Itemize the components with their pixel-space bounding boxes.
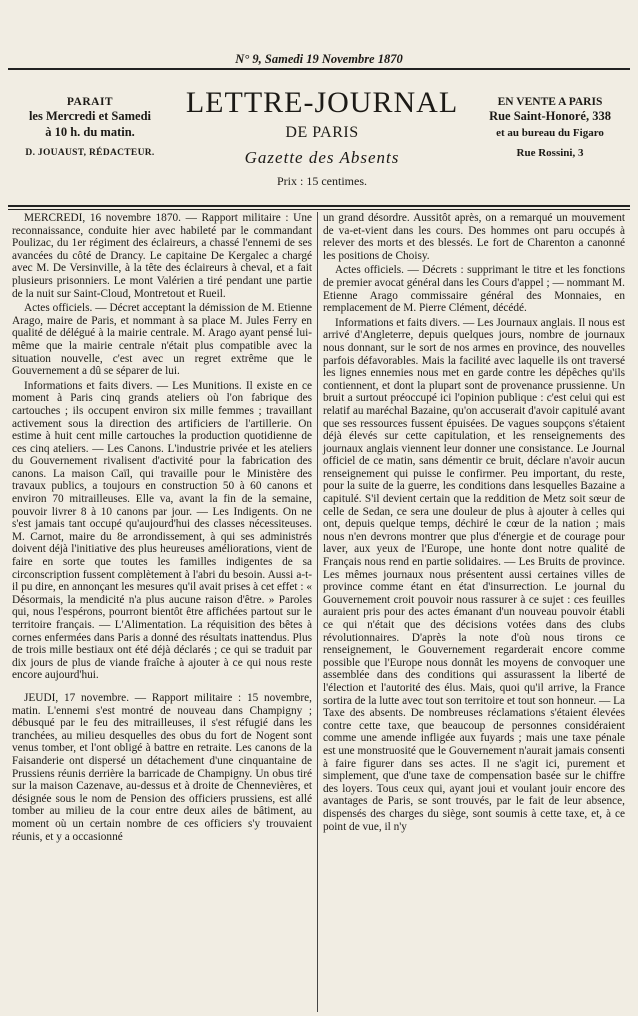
sales-line-2: Rue Saint-Honoré, 338 [489,109,611,123]
article-paragraph: Informations et faits divers. — Les Munitions. Il existe en ce moment à Paris cinq grands ateliers où l'on fabrique des cartouches ; ils occupent environ six mille femmes ; travaillant activement sous la direction des artificiers de l'artillerie. On estime à huit cent mille cartouches la production quotidienne de ces cinq ateliers. — Les Canons. L'industrie privée et les ateliers du Gouvernement rivalisent d'activité pour la fabrication des canons. La maison Caïl, qui travaille pour le Ministère des travaux publics, a toujours en construction 50 à 60 canons et environ 70 mitrailleuses. Elle va, avant la fin de la semaine, pouvoir livrer 8 à 10 canons par jour. — Les Indigents. On ne s'est jamais tant occupé qu'aujourd'hui des classes nécessiteuses. M. Carnot, maire du 8e arrondissement, à qui ses administrés doivent déjà l'initiative des plus heureuses améliorations, vient de faire en sorte que toutes les familles indigentes de sa circonscription fussent complètement à l'abri du besoin. Aussi a-t-il pu dire, en annonçant les mesures qu'il avait prises à cet effet : « Désormais, la mendicité n'a plus aucune raison d'être. » Paroles qui, nous l'espérons, pourront bientôt être affichées partout sur le territoire français. — L'Alimentation. La réquisition des bêtes à cornes enfermées dans Paris a donné des résultats inattendus. Plus de trois mille bestiaux ont été déjà déclarés ; ce qui se traduit par dix jours de plus de viande fraîche à ajouter à ce qui nous reste encore aujourd'hui. [12,379,312,682]
article-paragraph: Informations et faits divers. — Les Journaux anglais. Il nous est arrivé d'Angleterre, depuis quelques jours, nombre de journaux nous donnant, sur le sort de nos armes en province, des nouvelles parfois défavorables. Mais la facilité avec laquelle ils ont traversé les lignes ennemies nous met en garde contre les dépêches qu'ils contiennent, et dont la plupart sont de provenance prussienne. Un bruit a surtout préoccupé ici l'opinion publique : c'est celui qui est relatif au maréchal Bazaine, qu'on accuserait d'avoir capitulé avant que ses ressources fussent épuisées. De vagues soupçons s'étaient déjà élevés sur cette capitulation, et les renseignements des journaux anglais viennent leur donner une consistance. Le Journal officiel de ce matin, sans démentir ce bruit, déclare n'avoir aucun renseignement qui puisse le confirmer. Peu important, du reste, pour la suite de la guerre, les conditions dans lesquelles Bazaine a capitulé. S'il devient certain que la reddition de Metz soit sœur de celle de Sedan, ce sera une douleur de plus à ajouter à celles qui ont, depuis quelque temps, déchiré le cœur de la nation ; mais nous n'en devrons montrer que plus d'énergie et de courage pour laver, aux yeux de l'Europe, une honte dont notre qualité de Français nous rend en partie solidaires. — Les Bruits de province. Les mêmes journaux nous présentent aussi certaines villes de province comme étant en état d'insurrection. Le journal du Gouvernement croit pouvoir nous rassurer à ce sujet : ces feuilles auraient pris pour des actes émanant d'un nouveau pouvoir établi ce qui n'était que des décisions votées dans des clubs révolutionnaires. D'après la note d'où nous tirons ce renseignement, le Gouvernement regarderait encore comme possible que l'Europe nous donnât les moyens de convoquer une assemblée dans des conditions qui assurassent la liberté de l'élection et l'autorité des élus. Mais, quoi qu'il arrive, la France sortira de la lutte avec tout son territoire et tout son honneur. — La Taxe des absents. De nombreuses réclamations s'étaient élevées contre cette taxe, que beaucoup de personnes considéraient comme une amende infligée aux fuyards ; mais une taxe pénale est une monstruosité que le Gouvernement n'aurait jamais consenti à faire figurer dans ses actes. Il ne s'agit ici, purement et simplement, que d'une taxe de compensation basée sur le chiffre des loyers. Tous ceux qui, ayant joui et voulant jouir encore des avantages de Paris, se sont trouvés, par le fait de leur absence, dispensés des charges du siège, sont soumis à cette taxe, et, à ce point de vue, il n'y [323,316,625,833]
left-column [12,212,312,845]
editor-line: D. JOUAUST, RÉDACTEUR. [25,148,155,158]
article-paragraph: MERCREDI, 16 novembre 1870. — Rapport militaire : Une reconnaissance, conduite hier avec habileté par le commandant Poulizac, du 1er régiment des éclaireurs, a chassé l'ennemi de ses avancées du côté de Drancy. Le capitaine De Kergalec a chargé avec M. De Versinville, à la tête des éclaireurs à cheval, et a fait plusieurs prisonniers. Le mont Valérien a tiré pendant une partie de la nuit sur Saint-Cloud, Montretout et Rueil. [12,212,312,300]
issue-line: N° 9, Samedi 19 Novembre 1870 [235,52,403,66]
sales-location-box [470,96,630,159]
schedule-line-3: à 10 h. du matin. [45,125,135,139]
schedule-line-1: PARAIT [66,96,114,108]
article-paragraph: Actes officiels. — Décret acceptant la démission de M. Etienne Arago, maire de Paris, et nommant à sa place M. Jules Ferry en qualité de délégué à la mairie centrale. M. Arago ayant pensé lui-même que la mairie centrale n'était plus compatible avec la situation nouvelle, c'est avec un regret extrême que le Gouvernement a dû se séparer de lui. [12,302,312,378]
article-paragraph: un grand désordre. Aussitôt après, on a remarqué un mouvement de va-et-vient dans les cours. Des hommes ont paru occupés à relever des morts et des blessés. Le fort de Charenton a canonné les positions de Choisy. [323,212,625,262]
sales-line-4: Rue Rossini, 3 [516,147,584,159]
right-column [323,212,625,835]
masthead-subtitle: DE PARIS [285,124,359,141]
masthead [172,88,472,189]
masthead-price: Prix : 15 centimes. [277,174,367,188]
article-paragraph: JEUDI, 17 novembre. — Rapport militaire : 15 novembre, matin. L'ennemi s'est montré de nouveau dans Champigny ; débusqué par le feu des mitrailleuses, il s'est réfugié dans les tranchées, au milieu desquelles des obus du fort de Nogent sont venus tomber, et l'ont obligé à battre en retraite. Les canons de la Faisanderie ont dispersé un détachement d'une cinquantaine de Prussiens réunis derrière la barricade de Champigny. Un obus tiré sur la maison Cazenave, au-dessus et à droite de Chennevières, et désignée sous le nom de Pension des officiers prussiens, est allé tomber au milieu de la cour entre deux ailes de bâtiment, au moment où un certain nombre de ces officiers s'y trouvaient réunis, et y a occasionné [12,691,312,843]
publication-schedule-box [10,96,170,158]
schedule-line-2: les Mercredi et Samedi [28,109,152,123]
header-rule [8,205,630,210]
masthead-title: LETTRE-JOURNAL [185,86,459,119]
sales-line-3: et au bureau du Figaro [496,127,604,139]
column-divider [317,212,318,1012]
article-paragraph: Actes officiels. — Décrets : supprimant le titre et les fonctions de premier avocat général dans les Cours d'appel ; — nommant M. Etienne Arago commissaire général des Monnaies, en remplacement de M. Pierre Clément, décédé. [323,264,625,315]
masthead-gazette: Gazette des Absents [244,148,400,167]
top-rule [8,68,630,70]
sales-line-1: EN VENTE A PARIS [497,96,603,108]
